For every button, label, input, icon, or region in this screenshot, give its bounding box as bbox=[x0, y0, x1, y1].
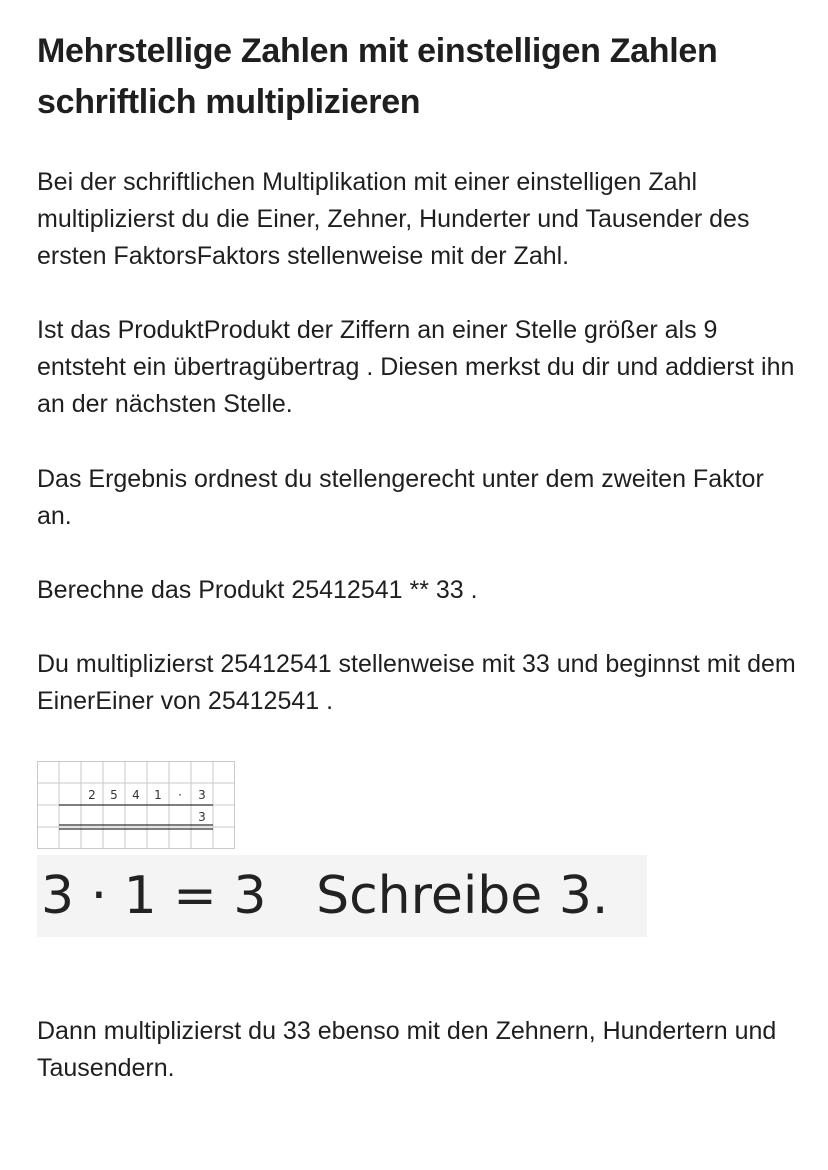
intro-paragraph: Bei der schriftlichen Multiplikation mit einer einstelligen Zahl multiplizierst du die Einer, Zehner, Hunderter und Tausender des ersten FaktorsFaktors stellenweise mit der Zahl. bbox=[37, 168, 750, 270]
grid-digit: 3 bbox=[198, 788, 206, 802]
equation-instruction: Schreibe 3. bbox=[316, 866, 609, 926]
grid-digit: 1 bbox=[154, 788, 162, 802]
result-paragraph: Das Ergebnis ordnest du stellengerecht unter dem zweiten Faktor an. bbox=[37, 465, 764, 530]
equation-expression: 3 · 1 = 3 bbox=[41, 866, 267, 926]
grid-result-digit: 3 bbox=[198, 810, 206, 824]
closing-paragraph: Dann multiplizierst du 33 ebenso mit den Zehnern, Hundertern und Tausendern. bbox=[37, 1017, 777, 1082]
grid-digit: 2 bbox=[88, 788, 96, 802]
multiplication-grid bbox=[37, 761, 237, 856]
step-paragraph: Du multiplizierst 25412541 stellenweise mit 33 und beginnst mit dem EinerEiner von 25412541 . bbox=[37, 650, 796, 715]
grid-operator: · bbox=[178, 788, 182, 802]
grid-digit: 4 bbox=[132, 788, 140, 802]
page-title: Mehrstellige Zahlen mit einstelligen Zahlen schriftlich multiplizieren bbox=[37, 32, 718, 121]
grid-digit: 5 bbox=[110, 788, 118, 802]
carry-paragraph: Ist das ProduktProdukt der Ziffern an einer Stelle größer als 9 entsteht ein übertragübertrag . Diesen merkst du dir und addierst ihn an der nächsten Stelle. bbox=[37, 316, 795, 418]
equation-line bbox=[37, 855, 647, 937]
task-paragraph: Berechne das Produkt 25412541 ** 33 . bbox=[37, 576, 478, 604]
